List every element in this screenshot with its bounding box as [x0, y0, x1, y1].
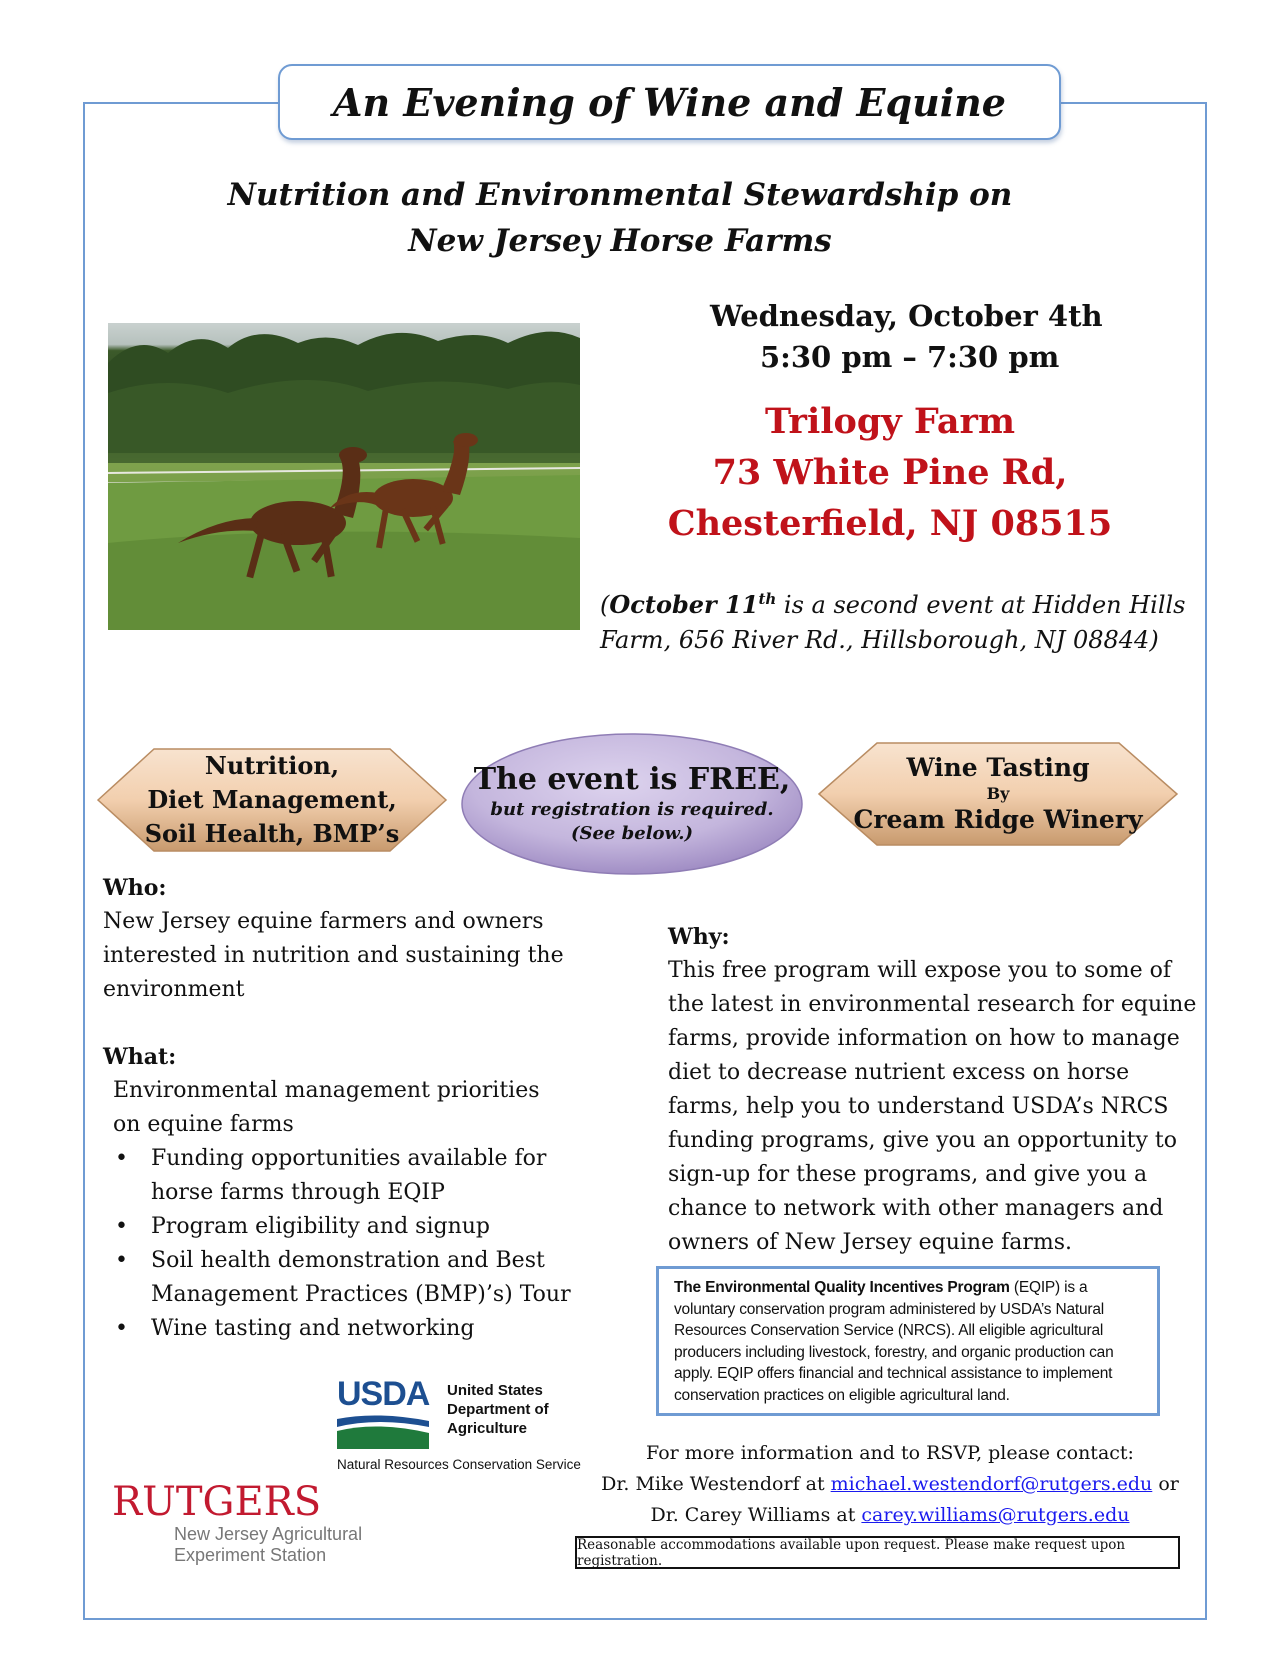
horses-photo [108, 323, 580, 630]
who-section [103, 871, 573, 1007]
accommodations-notice [575, 1536, 1180, 1569]
free-event-line-3: (See below.) [570, 823, 694, 844]
accommodations-text: Reasonable accommodations available upon request. Please make request upon registration. [577, 1536, 1126, 1569]
why-section [668, 920, 1198, 1260]
second-event-note [600, 582, 1200, 658]
wine-line-1: Wine Tasting [906, 753, 1090, 782]
what-intro: Environmental management priorities on equine farms [113, 1078, 540, 1137]
free-event-line-1: The event is FREE, [473, 762, 791, 797]
usda-dept-line-2: Department of [447, 1401, 549, 1418]
subtitle-line-1: Nutrition and Environmental Stewardship on [227, 177, 1013, 213]
what-section [103, 1040, 573, 1346]
venue-name: Trilogy Farm [765, 401, 1015, 442]
usda-swoosh-icon [337, 1413, 429, 1449]
list-item: • Soil health demonstration and Best Management Practices (BMP)’s) Tour [103, 1244, 573, 1312]
venue-address-1: 73 White Pine Rd, [712, 452, 1068, 493]
list-item: • Wine tasting and networking [103, 1312, 573, 1346]
event-location [630, 396, 1150, 549]
event-time: 5:30 pm – 7:30 pm [760, 340, 1060, 374]
wine-line-3: Cream Ridge Winery [853, 805, 1143, 834]
page-title: An Evening of Wine and Equine [333, 79, 1006, 125]
usda-dept-line-3: Agriculture [447, 1420, 528, 1437]
list-item: • Program eligibility and signup [103, 1210, 573, 1244]
contact-person-2 [560, 1500, 1220, 1531]
event-datetime [660, 296, 1135, 378]
topics-line-3: Soil Health, BMP’s [144, 819, 400, 848]
who-text: New Jersey equine farmers and owners interested in nutrition and sustaining the environment [103, 909, 564, 1002]
subtitle [180, 172, 1060, 264]
wine-line-2: By [986, 784, 1010, 803]
usda-department [447, 1381, 549, 1438]
why-text: This free program will expose you to some of the latest in environmental research for equine farms, provide information on how to manage diet to decrease nutrient excess on horse farms, help you to understand USDA’s NRCS funding programs, give you an opportunity to sign-up for these programs, and give you a chance to network with other managers and owners of New Jersey equine farms. [668, 958, 1197, 1255]
rutgers-subtitle-1: New Jersey Agricultural [174, 1524, 363, 1544]
wine-tasting-banner [813, 737, 1183, 851]
second-event-date-suffix: th [758, 590, 777, 608]
free-event-line-2: but registration is required. [490, 799, 774, 820]
topics-banner [92, 743, 452, 857]
second-event-date: October 11 [609, 590, 759, 619]
contact-person-2-name: Dr. Carey Williams at [650, 1504, 862, 1526]
what-list [103, 1142, 573, 1346]
rutgers-wordmark: RUTGERS [112, 1479, 322, 1525]
usda-nrcs-label: Natural Resources Conservation Service [337, 1457, 581, 1472]
email-link-williams[interactable]: carey.williams@rutgers.edu [861, 1504, 1130, 1526]
free-event-badge [457, 729, 807, 879]
second-event-paren: ( [600, 591, 610, 619]
list-item: • Funding opportunities available for horse farms through EQIP [103, 1142, 573, 1210]
contact-section [560, 1438, 1220, 1531]
topics-line-1: Nutrition, [204, 751, 340, 780]
contact-intro: For more information and to RSVP, please contact: [646, 1442, 1134, 1464]
event-date: Wednesday, October 4th [710, 299, 1103, 333]
contact-person-1 [560, 1469, 1220, 1500]
subtitle-line-2: New Jersey Horse Farms [408, 223, 832, 259]
second-event-text: is a second event at Hidden Hills Farm, 656 River Rd., Hillsborough, NJ 08844) [600, 591, 1186, 654]
who-heading: Who: [103, 875, 167, 901]
usda-wordmark: USDA [337, 1375, 430, 1413]
contact-person-1-name: Dr. Mike Westendorf at [601, 1473, 831, 1495]
what-heading: What: [103, 1044, 177, 1070]
topics-line-2: Diet Management, [147, 785, 397, 814]
usda-dept-line-1: United States [447, 1382, 543, 1399]
eqip-title: The Environmental Quality Incentives Program [674, 1279, 1010, 1296]
eqip-text: (EQIP) is a voluntary conservation program administered by USDA’s Natural Resources Conservation Service (NRCS). All eligible agricultural producers including livestock, forestry, and organic production can apply. EQIP offers financial and technical assistance to implement conservation practices on eligible agricultural land. [674, 1279, 1114, 1404]
usda-logo [337, 1375, 587, 1475]
contact-or: or [1152, 1473, 1179, 1495]
rutgers-logo [112, 1480, 372, 1575]
eqip-info-box [656, 1266, 1160, 1416]
rutgers-subtitle-2: Experiment Station [174, 1545, 327, 1565]
email-link-westendorf[interactable]: michael.westendorf@rutgers.edu [830, 1473, 1153, 1495]
horses-photo-drawing [108, 323, 580, 630]
venue-address-2: Chesterfield, NJ 08515 [667, 503, 1113, 544]
title-banner [278, 64, 1061, 140]
why-heading: Why: [668, 924, 730, 950]
